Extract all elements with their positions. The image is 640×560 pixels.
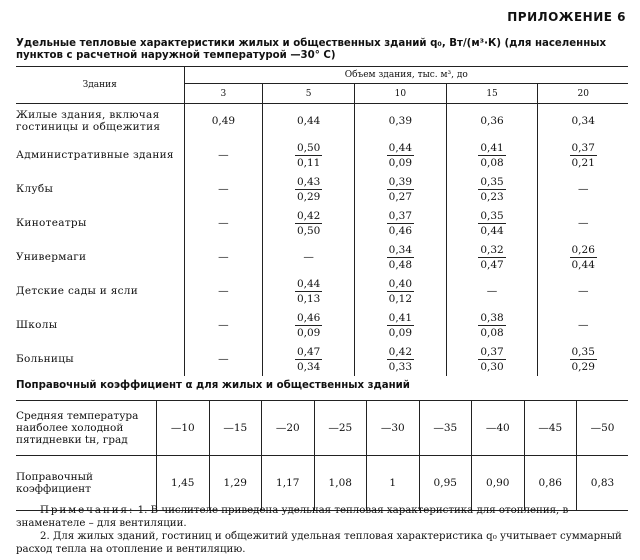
ventilation-value: 0,21 <box>571 156 595 169</box>
temperature-cell: —10 <box>157 401 210 456</box>
fraction <box>478 209 505 238</box>
coefficient-cell: 0,86 <box>524 456 577 511</box>
table-row <box>16 274 628 308</box>
appendix-heading: ПРИЛОЖЕНИЕ 6 <box>507 10 626 24</box>
volume-header: 5 <box>263 84 355 104</box>
volume-header: 3 <box>184 84 263 104</box>
value-cell: 0,34 <box>571 115 595 127</box>
ventilation-value: 0,23 <box>480 190 504 203</box>
building-name: Административные здания <box>16 138 184 172</box>
ventilation-value: 0,11 <box>296 156 321 169</box>
heating-value: 0,38 <box>480 311 504 324</box>
volume-header: 20 <box>538 84 628 104</box>
coefficient-cell: 1 <box>367 456 420 511</box>
value-cell-fraction <box>354 172 446 206</box>
fraction <box>387 175 414 204</box>
fraction <box>295 311 322 340</box>
fraction <box>387 311 414 340</box>
heating-value: 0,39 <box>388 175 413 188</box>
fraction <box>478 141 505 170</box>
value-cell-fraction <box>538 240 628 274</box>
fraction <box>478 345 505 374</box>
table-row <box>16 104 628 139</box>
value-cell-fraction <box>446 240 538 274</box>
ventilation-value: 0,30 <box>480 360 504 373</box>
heating-value: 0,46 <box>296 311 321 324</box>
value-cell: — <box>577 285 589 297</box>
heating-value: 0,34 <box>388 243 413 256</box>
coefficient-cell: 0,95 <box>419 456 472 511</box>
value-cell: 0,44 <box>263 104 355 139</box>
value-cell-fraction <box>354 342 446 376</box>
value-cell: — <box>577 319 589 331</box>
value-cell-fraction <box>263 308 355 342</box>
value-cell-fraction <box>354 240 446 274</box>
ventilation-value: 0,08 <box>480 326 504 339</box>
heating-value: 0,43 <box>296 175 321 188</box>
heating-value: 0,32 <box>480 243 504 256</box>
ventilation-value: 0,34 <box>296 360 321 373</box>
value-cell: 0,36 <box>446 104 538 139</box>
coefficient-cell: 1,45 <box>157 456 210 511</box>
fraction <box>295 345 322 374</box>
ventilation-value: 0,29 <box>571 360 595 373</box>
ventilation-value: 0,08 <box>480 156 504 169</box>
fraction <box>570 141 597 170</box>
value-cell: — <box>577 183 589 195</box>
table-row <box>16 308 628 342</box>
temperature-cell: —45 <box>524 401 577 456</box>
coefficient-cell: 0,83 <box>577 456 629 511</box>
building-name: Школы <box>16 308 184 342</box>
building-name: Универмаги <box>16 240 184 274</box>
coefficient-row-label: Поправочный коэффициент <box>16 456 157 511</box>
volume-header: 10 <box>354 84 446 104</box>
ventilation-value: 0,09 <box>296 326 321 339</box>
heating-value: 0,44 <box>388 141 413 154</box>
ventilation-value: 0,13 <box>296 292 321 305</box>
value-cell: — <box>184 342 263 376</box>
heating-value: 0,41 <box>388 311 413 324</box>
col-header-building: Здания <box>16 67 184 104</box>
fraction <box>295 277 322 306</box>
heating-value: 0,37 <box>480 345 504 358</box>
value-cell-fraction <box>446 138 538 172</box>
temperature-cell: —15 <box>209 401 262 456</box>
heating-value: 0,40 <box>388 277 413 290</box>
col-header-volume: Объем здания, тыс. м³, до <box>184 67 628 84</box>
value-cell-fraction <box>538 138 628 172</box>
value-cell: — <box>184 138 263 172</box>
coefficient-cell: 1,17 <box>262 456 315 511</box>
ventilation-value: 0,33 <box>388 360 413 373</box>
value-cell-fraction <box>446 172 538 206</box>
heating-value: 0,35 <box>571 345 595 358</box>
fraction <box>570 345 597 374</box>
building-name: Больницы <box>16 342 184 376</box>
heating-value: 0,35 <box>480 175 504 188</box>
fraction <box>387 277 414 306</box>
fraction <box>478 175 505 204</box>
temperature-cell: —25 <box>314 401 367 456</box>
note-2: 2. Для жилых зданий, гостиниц и общежитий удельная тепловая характеристика q₀ учитывает суммарный расход тепла на отопление и вентиляцию. <box>16 531 622 555</box>
ventilation-value: 0,50 <box>296 224 321 237</box>
heating-value: 0,42 <box>296 209 321 222</box>
temperature-row-label: Средняя температура наиболее холодной пятидневки tн, град <box>16 401 157 456</box>
value-cell: — <box>184 240 263 274</box>
table-row <box>16 206 628 240</box>
ventilation-value: 0,27 <box>388 190 413 203</box>
value-cell-fraction <box>446 308 538 342</box>
fraction <box>478 243 505 272</box>
value-cell-fraction <box>354 138 446 172</box>
building-name: Клубы <box>16 172 184 206</box>
fraction <box>295 141 322 170</box>
fraction <box>387 243 414 272</box>
building-name: Кинотеатры <box>16 206 184 240</box>
table1-title: Удельные тепловые характеристики жилых и общественных зданий q₀, Вт/(м³·К) (для населенных пунктов с расчетной наружной температурой —30° С) <box>16 38 607 61</box>
heating-value: 0,41 <box>480 141 504 154</box>
value-cell-fraction <box>538 342 628 376</box>
ventilation-value: 0,47 <box>480 258 504 271</box>
heating-value: 0,26 <box>571 243 595 256</box>
value-cell: — <box>184 308 263 342</box>
ventilation-value: 0,09 <box>388 326 413 339</box>
temperature-cell: —40 <box>472 401 525 456</box>
temperature-cell: —50 <box>577 401 629 456</box>
fraction <box>387 141 414 170</box>
value-cell-fraction <box>354 308 446 342</box>
temperature-cell: —35 <box>419 401 472 456</box>
heating-value: 0,37 <box>388 209 413 222</box>
coefficient-cell: 0,90 <box>472 456 525 511</box>
fraction <box>295 175 322 204</box>
heating-value: 0,35 <box>480 209 504 222</box>
ventilation-value: 0,46 <box>388 224 413 237</box>
heating-value: 0,47 <box>296 345 321 358</box>
value-cell-fraction <box>354 274 446 308</box>
heat-characteristics-table <box>16 66 628 376</box>
heating-value: 0,50 <box>296 141 321 154</box>
table-row <box>16 342 628 376</box>
building-name: Жилые здания, включая гостиницы и общежития <box>16 104 184 139</box>
value-cell: — <box>577 217 589 229</box>
ventilation-value: 0,29 <box>296 190 321 203</box>
fraction <box>570 243 597 272</box>
value-cell: — <box>184 172 263 206</box>
value-cell: 0,39 <box>354 104 446 139</box>
temperature-cell: —30 <box>367 401 420 456</box>
value-cell-fraction <box>263 342 355 376</box>
heating-value: 0,42 <box>388 345 413 358</box>
value-cell-fraction <box>446 206 538 240</box>
value-cell-fraction <box>354 206 446 240</box>
table-row <box>16 138 628 172</box>
value-cell: — <box>446 274 538 308</box>
volume-header: 15 <box>446 84 538 104</box>
ventilation-value: 0,44 <box>480 224 504 237</box>
temperature-cell: —20 <box>262 401 315 456</box>
coefficient-cell: 1,29 <box>209 456 262 511</box>
value-cell-fraction <box>263 172 355 206</box>
value-cell-fraction <box>446 342 538 376</box>
fraction <box>387 345 414 374</box>
value-cell: — <box>263 240 355 274</box>
correction-coefficient-table <box>16 400 628 511</box>
ventilation-value: 0,48 <box>388 258 413 271</box>
notes-heading: Примечания: <box>40 505 135 516</box>
heating-value: 0,37 <box>571 141 595 154</box>
coefficient-cell: 1,08 <box>314 456 367 511</box>
value-cell-fraction <box>263 206 355 240</box>
ventilation-value: 0,12 <box>388 292 413 305</box>
value-cell: — <box>184 206 263 240</box>
value-cell-fraction <box>263 274 355 308</box>
value-cell: — <box>184 274 263 308</box>
note-1: 1. В числителе приведена удельная тепловая характеристика для отопления, в знаменателе – для вентиляции. <box>16 505 569 529</box>
table-row <box>16 240 628 274</box>
table-row <box>16 172 628 206</box>
value-cell: 0,49 <box>184 104 263 139</box>
fraction <box>295 209 322 238</box>
notes <box>16 504 628 556</box>
fraction <box>478 311 505 340</box>
value-cell-fraction <box>263 138 355 172</box>
ventilation-value: 0,44 <box>571 258 595 271</box>
heating-value: 0,44 <box>296 277 321 290</box>
ventilation-value: 0,09 <box>388 156 413 169</box>
building-name: Детские сады и ясли <box>16 274 184 308</box>
fraction <box>387 209 414 238</box>
table2-title: Поправочный коэффициент α для жилых и общественных зданий <box>16 380 410 391</box>
